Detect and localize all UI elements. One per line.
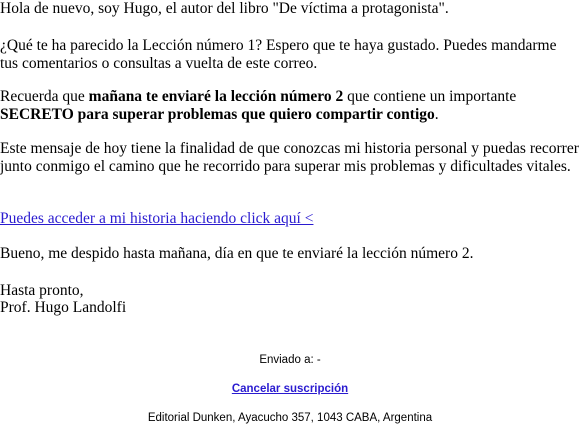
publisher-address: Editorial Dunken, Ayacucho 357, 1043 CABA, Argentina bbox=[147, 412, 433, 424]
reminder-paragraph bbox=[0, 88, 572, 124]
signoff-text: Hasta pronto, bbox=[0, 282, 84, 299]
sent-to-text: Enviado a: - bbox=[259, 354, 321, 366]
story-link-paragraph bbox=[0, 210, 313, 228]
reminder-bold-secret: SECRETO para superar problemas que quiero compartir contigo bbox=[0, 106, 435, 123]
reminder-text-2: que contiene un importante bbox=[343, 88, 517, 105]
reminder-text-1: Recuerda que bbox=[0, 88, 89, 105]
farewell-paragraph: Bueno, me despido hasta mañana, día en que te enviaré la lección número 2. bbox=[0, 245, 474, 262]
greeting-text: Hola de nuevo, soy Hugo, el autor del libro "De víctima a protagonista". bbox=[0, 0, 449, 17]
signature-text: Prof. Hugo Landolfi bbox=[0, 299, 127, 316]
story-link[interactable]: Puedes acceder a mi historia haciendo click aquí < bbox=[0, 210, 314, 227]
reminder-bold-lesson: mañana te enviaré la lección número 2 bbox=[88, 88, 344, 105]
purpose-paragraph: Este mensaje de hoy tiene la finalidad de que conozcas mi historia personal y puedas recorrer junto conmigo el camino que he recorrido para superar mis problemas y dificultades vitales. bbox=[0, 140, 579, 175]
lesson-feedback-paragraph: ¿Qué te ha parecido la Lección número 1? Espero que te haya gustado. Puedes mandarme tus comentarios o consultas a vuelta de este correo. bbox=[0, 37, 557, 72]
reminder-text-3: . bbox=[434, 106, 439, 123]
unsubscribe-row bbox=[0, 382, 580, 396]
unsubscribe-link[interactable]: Cancelar suscripción bbox=[231, 383, 349, 395]
